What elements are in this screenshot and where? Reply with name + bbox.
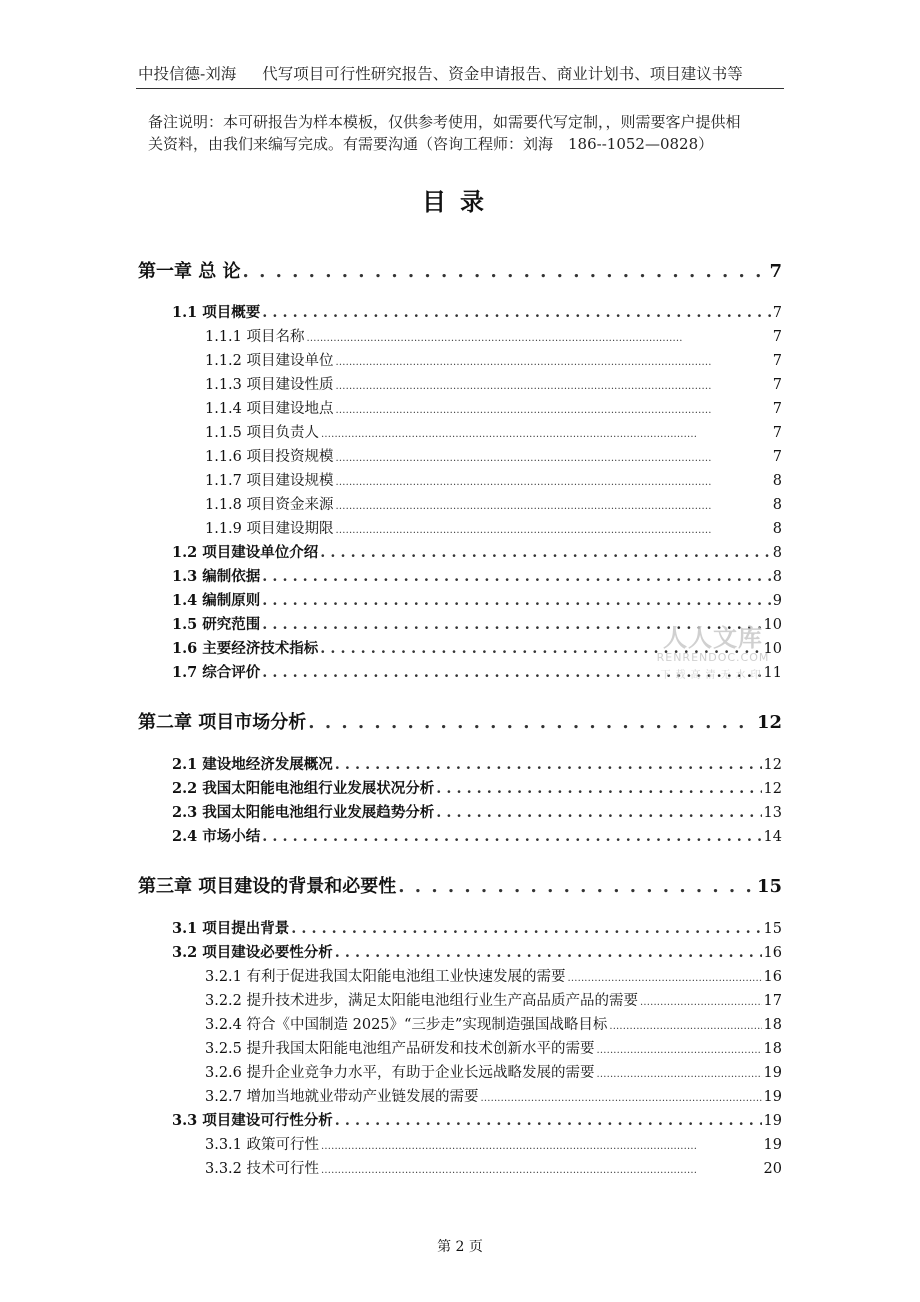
toc-dot-leader xyxy=(481,1089,762,1105)
watermark-line-1: 人人文库 xyxy=(663,624,763,652)
toc-entry[interactable] xyxy=(205,325,782,345)
toc-entry-label: 2.2 我国太阳能电池组行业发展状况分析 xyxy=(172,780,435,797)
toc-dot-leader xyxy=(335,944,762,961)
toc-entry-page: 18 xyxy=(763,1041,782,1057)
toc-entry[interactable] xyxy=(205,469,782,489)
toc-entry-page: 9 xyxy=(772,593,782,609)
toc-entry-page: 20 xyxy=(763,1161,782,1177)
toc-entry[interactable] xyxy=(205,1085,782,1105)
remark-line-2: 关资料，由我们来编写完成。有需要沟通（咨询工程师：刘海 186--1052—0828） xyxy=(148,135,714,153)
toc-entry-page: 16 xyxy=(763,969,782,985)
toc-entry[interactable] xyxy=(205,989,782,1009)
toc-dot-leader xyxy=(640,993,762,1009)
watermark-line-2: RENRENDOC.COM xyxy=(656,651,770,664)
toc-entry[interactable] xyxy=(205,1013,782,1033)
toc-entry-page: 8 xyxy=(772,473,782,489)
toc-entry-page: 19 xyxy=(763,1137,782,1153)
page-number: 第 2 页 xyxy=(437,1239,483,1255)
toc-entry[interactable] xyxy=(205,1061,782,1081)
remark-line-1: 备注说明：本可研报告为样本模板，仅供参考使用，如需要代写定制，，则需要客户提供相 xyxy=(148,113,741,131)
toc-dot-leader xyxy=(336,401,771,417)
toc-dot-leader xyxy=(436,804,761,821)
header-divider xyxy=(136,88,784,89)
toc-dot-leader xyxy=(321,425,771,441)
toc-entry-label: 3.1 项目提出背景 xyxy=(172,920,290,937)
toc-entry-page: 7 xyxy=(772,329,782,345)
toc-entry-label: 1.7 综合评价 xyxy=(172,664,261,681)
toc-entry[interactable] xyxy=(205,1157,782,1177)
toc-dot-leader xyxy=(321,1137,762,1153)
page-header xyxy=(138,62,782,84)
toc-entry[interactable] xyxy=(172,1109,782,1129)
toc-entry-label: 1.1.3 项目建设性质 xyxy=(205,377,334,393)
toc-entry-page: 18 xyxy=(763,1017,782,1033)
toc-dot-leader xyxy=(336,473,771,489)
toc-entry[interactable] xyxy=(172,753,782,773)
toc-entry-label: 1.2 项目建设单位介绍 xyxy=(172,544,319,561)
toc-dot-leader xyxy=(436,780,761,797)
toc-dot-leader xyxy=(262,304,770,321)
toc-entry-page: 14 xyxy=(763,829,782,845)
toc-entry-page: 7 xyxy=(772,425,782,441)
toc-dot-leader xyxy=(335,756,762,773)
toc-dot-leader xyxy=(308,712,755,733)
toc-entry-page: 8 xyxy=(772,545,782,561)
toc-entry-label: 3.2.5 提升我国太阳能电池组产品研发和技术创新水平的需要 xyxy=(205,1041,595,1057)
toc-entry-page: 19 xyxy=(763,1113,782,1129)
toc-dot-leader xyxy=(336,353,771,369)
toc-entry-page: 7 xyxy=(769,261,782,282)
toc-entry-page: 8 xyxy=(772,497,782,513)
toc-entry-page: 12 xyxy=(763,781,782,797)
toc-entry[interactable] xyxy=(172,541,782,561)
toc-entry-label: 第三章 项目建设的背景和必要性 xyxy=(138,876,397,897)
toc-entry[interactable] xyxy=(172,777,782,797)
toc-entry[interactable] xyxy=(172,825,782,845)
toc-entry-label: 3.2.2 提升技术进步，满足太阳能电池组行业生产高品质产品的需要 xyxy=(205,993,639,1009)
toc-entry-label: 2.4 市场小结 xyxy=(172,828,261,845)
toc-entry-page: 19 xyxy=(763,1089,782,1105)
toc-entry[interactable] xyxy=(172,801,782,821)
toc-entry-page: 10 xyxy=(763,641,782,657)
toc-entry-page: 7 xyxy=(772,353,782,369)
toc-entry[interactable] xyxy=(172,941,782,961)
toc-entry[interactable] xyxy=(172,917,782,937)
toc-dot-leader xyxy=(320,544,770,561)
toc-dot-leader xyxy=(321,1161,762,1177)
toc-entry-label: 1.1.9 项目建设期限 xyxy=(205,521,334,537)
toc-chapter-entry[interactable] xyxy=(138,708,782,734)
toc-dot-leader xyxy=(307,329,771,345)
toc-entry[interactable] xyxy=(205,1133,782,1153)
toc-entry-label: 3.3.2 技术可行性 xyxy=(205,1161,320,1177)
toc-dot-leader xyxy=(262,828,761,845)
toc-entry-label: 1.1.4 项目建设地点 xyxy=(205,401,334,417)
toc-dot-leader xyxy=(597,1041,762,1057)
toc-chapter-entry[interactable] xyxy=(138,872,782,898)
toc-entry-label: 3.2 项目建设必要性分析 xyxy=(172,944,333,961)
toc-entry-label: 1.1.6 项目投资规模 xyxy=(205,449,334,465)
toc-entry[interactable] xyxy=(205,397,782,417)
toc-entry-label: 1.1.8 项目资金来源 xyxy=(205,497,334,513)
toc-dot-leader xyxy=(336,497,771,513)
toc-entry-page: 15 xyxy=(756,876,782,897)
toc-entry-page: 15 xyxy=(763,921,782,937)
toc-entry-label: 1.4 编制原则 xyxy=(172,592,261,609)
toc-entry[interactable] xyxy=(172,589,782,609)
toc-dot-leader xyxy=(609,1017,761,1033)
toc-dot-leader xyxy=(336,377,771,393)
toc-entry-page: 7 xyxy=(772,377,782,393)
toc-dot-leader xyxy=(336,521,771,537)
toc-entry-label: 1.1.2 项目建设单位 xyxy=(205,353,334,369)
toc-entry[interactable] xyxy=(205,965,782,985)
toc-entry-page: 7 xyxy=(772,305,782,321)
toc-entry-label: 1.3 编制依据 xyxy=(172,568,261,585)
toc-entry-page: 13 xyxy=(763,805,782,821)
toc-entry-page: 19 xyxy=(763,1065,782,1081)
toc-dot-leader xyxy=(262,568,770,585)
toc-entry-page: 8 xyxy=(772,521,782,537)
toc-entry-page: 10 xyxy=(763,617,782,633)
toc-entry[interactable] xyxy=(205,1037,782,1057)
toc-entry-label: 第一章 总 论 xyxy=(138,261,241,282)
toc-entry-page: 12 xyxy=(763,757,782,773)
toc-entry-label: 2.3 我国太阳能电池组行业发展趋势分析 xyxy=(172,804,435,821)
toc-dot-leader xyxy=(335,1112,762,1129)
toc-entry-label: 3.2.1 有利于促进我国太阳能电池组工业快速发展的需要 xyxy=(205,969,566,985)
toc-entry-page: 8 xyxy=(772,569,782,585)
watermark-line-3: 下载高清无水印 xyxy=(660,670,766,681)
toc-entry-label: 第二章 项目市场分析 xyxy=(138,712,307,733)
toc-dot-leader xyxy=(243,261,768,282)
toc-entry-label: 1.1.5 项目负责人 xyxy=(205,425,320,441)
toc-entry-label: 3.2.7 增加当地就业带动产业链发展的需要 xyxy=(205,1089,479,1105)
watermark-logo xyxy=(648,618,778,681)
toc-entry-label: 1.6 主要经济技术指标 xyxy=(172,640,319,657)
remark-note xyxy=(148,111,784,155)
toc-entry[interactable] xyxy=(205,421,782,441)
toc-entry-page: 11 xyxy=(763,665,782,681)
toc-entry-label: 1.1.7 项目建设规模 xyxy=(205,473,334,489)
toc-entry[interactable] xyxy=(205,349,782,369)
toc-entry-page: 12 xyxy=(756,712,782,733)
toc-entry[interactable] xyxy=(205,517,782,537)
toc-chapter-entry[interactable] xyxy=(138,257,782,283)
header-left: 中投信德-刘海 xyxy=(138,65,237,83)
toc-dot-leader xyxy=(398,876,755,897)
toc-entry-page: 7 xyxy=(772,401,782,417)
toc-entry[interactable] xyxy=(205,373,782,393)
toc-entry[interactable] xyxy=(172,301,782,321)
toc-entry[interactable] xyxy=(205,493,782,513)
toc-entry-label: 1.1 项目概要 xyxy=(172,304,261,321)
toc-dot-leader xyxy=(262,592,770,609)
toc-entry-label: 1.5 研究范围 xyxy=(172,616,261,633)
toc-entry[interactable] xyxy=(172,565,782,585)
toc-entry-label: 1.1.1 项目名称 xyxy=(205,329,305,345)
header-right: 代写项目可行性研究报告、资金申请报告、商业计划书、项目建议书等 xyxy=(262,65,743,83)
toc-entry[interactable] xyxy=(205,445,782,465)
toc-entry-label: 3.2.6 提升企业竞争力水平，有助于企业长远战略发展的需要 xyxy=(205,1065,595,1081)
toc-dot-leader xyxy=(291,920,761,937)
toc-entry-label: 3.3.1 政策可行性 xyxy=(205,1137,320,1153)
toc-entry-page: 17 xyxy=(763,993,782,1009)
toc-entry-label: 3.2.4 符合《中国制造 2025》“三步走”实现制造强国战略目标 xyxy=(205,1017,608,1033)
toc-entry-page: 16 xyxy=(763,945,782,961)
page-title: 目录 xyxy=(422,187,498,216)
toc-dot-leader xyxy=(336,449,771,465)
toc-entry-page: 7 xyxy=(772,449,782,465)
toc-entry-label: 2.1 建设地经济发展概况 xyxy=(172,756,333,773)
toc-dot-leader xyxy=(568,969,762,985)
toc-dot-leader xyxy=(597,1065,762,1081)
toc-entry-label: 3.3 项目建设可行性分析 xyxy=(172,1112,333,1129)
